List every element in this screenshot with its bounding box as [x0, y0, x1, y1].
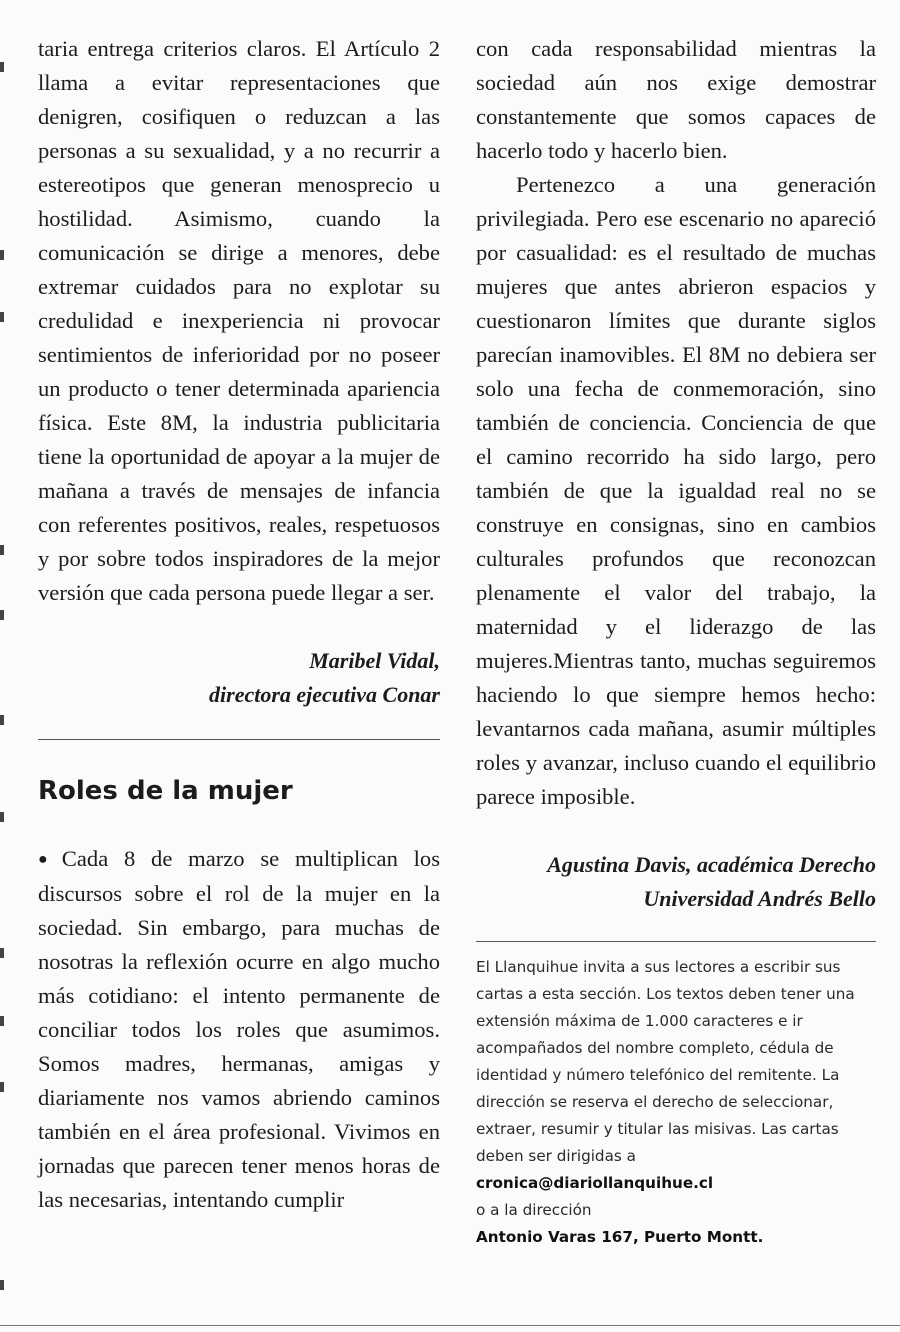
letter2-author: Agustina Davis, académica Derecho [547, 852, 876, 877]
right-column [476, 32, 876, 1251]
letter2-continued: con cada responsabilidad mientras la sociedad aún nos exige demostrar constantemente que somos capaces de hacerlo todo y hacerlo bien. [476, 36, 876, 163]
letter2-paragraph-text: Cada 8 de marzo se multiplican los discursos sobre el rol de la mujer en la sociedad. Sin embargo, para muchas de nosotras la reflexión ocurre en algo mucho más cotidiano: el intento permanente de conciliar todos los roles que asumimos. Somos madres, hermanas, amigas y diariamente nos vamos abriendo caminos también en el área profesional. Vivimos en jornadas que parecen tener menos horas de las necesarias, intentando cumplir [38, 846, 441, 1212]
letter1-role: directora ejecutiva Conar [209, 682, 440, 707]
letter1-author: Maribel Vidal, [309, 648, 440, 673]
notice-or: o a la dirección [476, 1201, 592, 1219]
submission-notice [476, 954, 876, 1251]
letter2-paragraph [38, 842, 440, 1217]
left-column [38, 32, 440, 1217]
letter2-affiliation: Universidad Andrés Bello [643, 886, 876, 911]
letter2-paragraph2: Pertenezco a una generación privilegiada. Pero ese escenario no apareció por casualidad: es el resultado de muchas mujeres que antes abrieron espacios y cuestionaron límites que durante siglos parecían inamovibles. El 8M no debiera ser solo una fecha de conmemoración, sino también de conciencia. Conciencia de que el camino recorrido ha sido largo, pero también de que la igualdad real no se construye en consignas, sino en cambios culturales profundos que reconozcan plenamente el valor del trabajo, la maternidad y el liderazgo de las mujeres.Mientras tanto, muchas seguiremos haciendo lo que siempre hemos hecho: levantarnos cada mañana, asumir múltiples roles y avanzar, incluso cuando el equilibrio parece imposible. [476, 172, 876, 809]
page-edge-marks [0, 0, 6, 1332]
bullet-icon: ● [38, 851, 58, 868]
letter2-heading: Roles de la mujer [38, 776, 293, 806]
notice-email[interactable]: cronica@diariollanquihue.cl [476, 1174, 714, 1192]
notice-address: Antonio Varas 167, Puerto Montt. [476, 1228, 764, 1246]
bottom-rule [0, 1325, 900, 1326]
letter1-paragraph: taria entrega criterios claros. El Artículo 2 llama a evitar representaciones que denigren, cosifiquen o reduzcan a las personas a su sexualidad, y a no recurrir a estereotipos que generan menosprecio u hostilidad. Asimismo, cuando la comunicación se dirige a menores, debe extremar cuidados para no explotar su credulidad e inexperiencia ni provocar sentimientos de inferioridad por no poseer un producto o tener determinada apariencia física. Este 8M, la industria publicitaria tiene la oportunidad de apoyar a la mujer de mañana a través de mensajes de infancia con referentes positivos, reales, respetuosos y por sobre todos inspiradores de la mejor versión que cada persona puede llegar a ser. [38, 36, 440, 605]
notice-text: El Llanquihue invita a sus lectores a escribir sus cartas a esta sección. Los textos deben tener una extensión máxima de 1.000 caracteres e ir acompañados del nombre completo, cédula de identidad y número telefónico del remitente. La dirección se reserva el derecho de seleccionar, extraer, resumir y titular las misivas. Las cartas deben ser dirigidas a [476, 958, 855, 1165]
